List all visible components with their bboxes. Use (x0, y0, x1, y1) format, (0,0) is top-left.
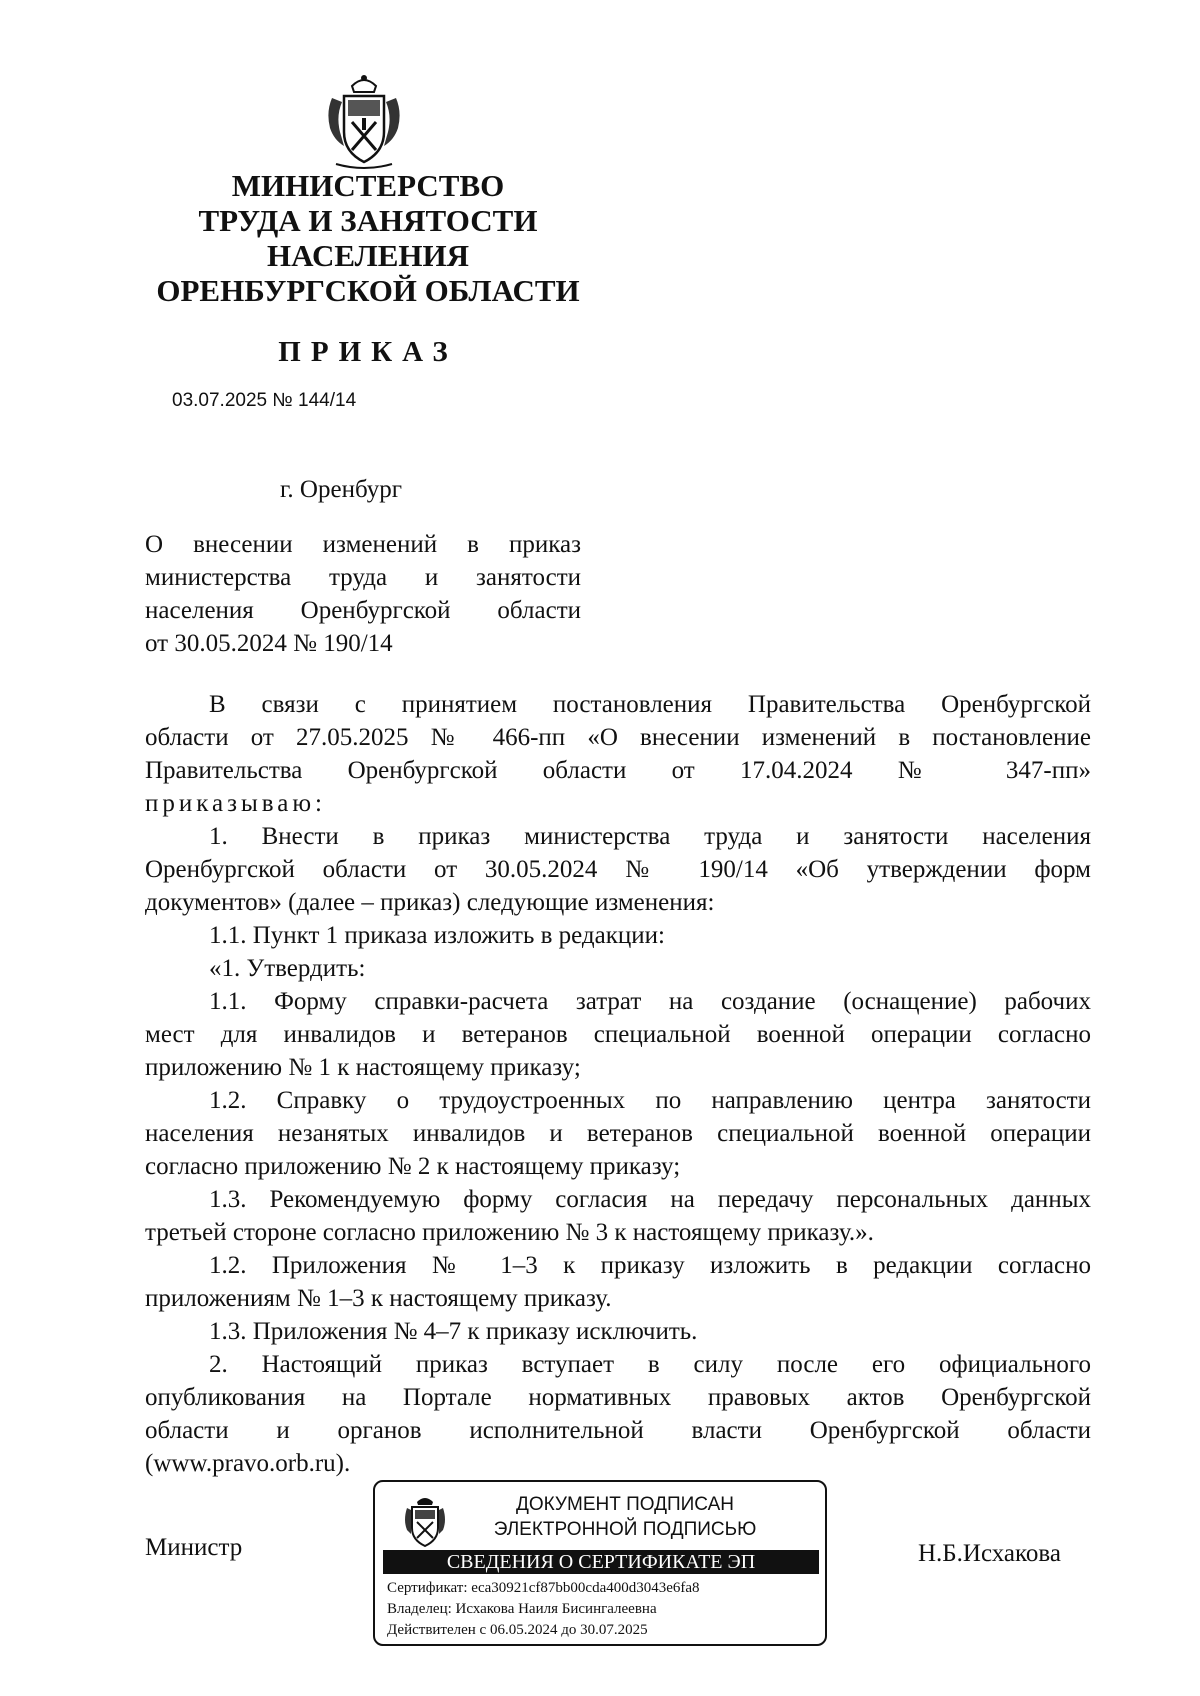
certificate-number: Сертификат: eca30921cf87bb00cda400d3043e6fa8 (387, 1580, 700, 1596)
body-line: приказываю: (145, 790, 326, 817)
body-line: 1.2. Приложения № 1–3 к приказу изложить в редакции согласно (209, 1252, 1091, 1279)
document-date-number: 03.07.2025 № 144/14 (172, 390, 357, 411)
body-line: области от 27.05.2025 № 466-пп «О внесении изменений в постановление (145, 724, 1091, 751)
body-line: 2. Настоящий приказ вступает в силу после его официального (209, 1351, 1091, 1378)
document-city: г. Оренбург (280, 476, 402, 503)
document-subject (145, 528, 581, 660)
body-line: (www.pravo.orb.ru). (145, 1450, 351, 1477)
signer-name: Н.Б.Исхакова (918, 1540, 1061, 1567)
body-line: 1.1. Пункт 1 приказа изложить в редакции: (209, 922, 665, 949)
subject-line: О внесении изменений в приказ (145, 531, 581, 558)
org-title-line: ОРЕНБУРГСКОЙ ОБЛАСТИ (156, 273, 580, 308)
body-line: мест для инвалидов и ветеранов специальной военной операции согласно (145, 1021, 1091, 1048)
stamp-heading (455, 1492, 795, 1542)
body-line: приложениям № 1–3 к настоящему приказу. (145, 1285, 612, 1312)
org-title-line: ТРУДА И ЗАНЯТОСТИ (198, 203, 538, 238)
body-line: «1. Утвердить: (209, 955, 366, 982)
body-line: документов» (далее – приказ) следующие изменения: (145, 889, 715, 916)
body-line: населения незанятых инвалидов и ветеранов специальной военной операции (145, 1120, 1091, 1147)
body-line: 1.1. Форму справки-расчета затрат на создание (оснащение) рабочих (209, 988, 1091, 1015)
body-line: В связи с принятием постановления Правительства Оренбургской (209, 691, 1091, 718)
body-line: 1.3. Рекомендуемую форму согласия на передачу персональных данных (209, 1186, 1091, 1213)
subject-line: населения Оренбургской области (145, 597, 581, 624)
stamp-heading-line: ЭЛЕКТРОННОЙ ПОДПИСЬЮ (493, 1519, 757, 1540)
body-line: согласно приложению № 2 к настоящему приказу; (145, 1153, 681, 1180)
certificate-owner: Владелец: Исхакова Наиля Бисингалеевна (387, 1601, 657, 1617)
org-title-line: МИНИСТЕРСТВО (231, 168, 505, 203)
subject-line: от 30.05.2024 № 190/14 (145, 630, 393, 657)
coat-of-arms-emblem (322, 72, 406, 172)
body-line: области и органов исполнительной власти Оренбургской области (145, 1417, 1091, 1444)
body-line: 1. Внести в приказ министерства труда и занятости населения (209, 823, 1091, 850)
body-line: Правительства Оренбургской области от 17.04.2024 № 347-пп» (145, 757, 1091, 784)
signer-role: Министр (145, 1534, 243, 1561)
certificate-details (387, 1578, 817, 1641)
organization-title (130, 168, 606, 308)
body-line: Оренбургской области от 30.05.2024 № 190/14 «Об утверждении форм (145, 856, 1091, 883)
electronic-signature-stamp (373, 1480, 827, 1646)
certificate-validity: Действителен с 06.05.2024 до 30.07.2025 (387, 1622, 648, 1638)
org-title-line: НАСЕЛЕНИЯ (267, 238, 469, 273)
certificate-info-bar: СВЕДЕНИЯ О СЕРТИФИКАТЕ ЭП (383, 1550, 819, 1574)
subject-line: министерства труда и занятости (145, 564, 581, 591)
body-line: опубликования на Портале нормативных правовых актов Оренбургской (145, 1384, 1091, 1411)
body-line: 1.3. Приложения № 4–7 к приказу исключить. (209, 1318, 698, 1345)
body-line: 1.2. Справку о трудоустроенных по направлению центра занятости (209, 1087, 1091, 1114)
body-line: третьей стороне согласно приложению № 3 к настоящему приказу.». (145, 1219, 874, 1246)
document-type: ПРИКАЗ (278, 336, 458, 368)
document-body (145, 688, 1091, 1480)
stamp-heading-line: ДОКУМЕНТ ПОДПИСАН (516, 1494, 734, 1515)
body-line: приложению № 1 к настоящему приказу; (145, 1054, 581, 1081)
stamp-emblem-icon (403, 1494, 447, 1548)
